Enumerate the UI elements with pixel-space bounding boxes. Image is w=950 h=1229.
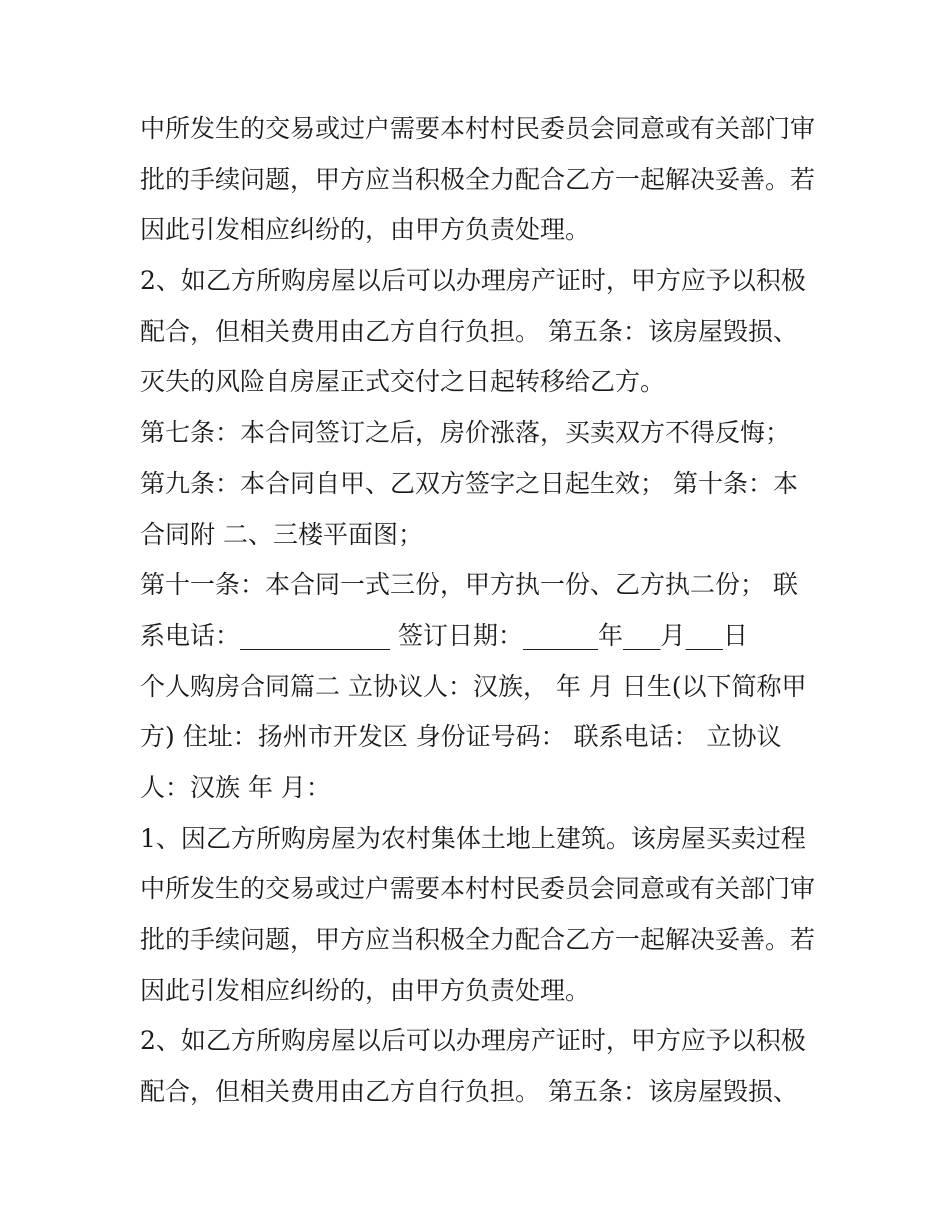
text-line: 人：汉族 年 月： — [140, 772, 331, 802]
text-line: 中所发生的交易或过户需要本村村民委员会同意或有关部门审 — [140, 114, 816, 143]
text-line: 第九条：本合同自甲、乙双方签字之日起生效； 第十条：本 — [140, 468, 798, 498]
text-line: 因此引发相应纠纷的，由甲方负责处理。 — [140, 975, 591, 1005]
text-line: 第七条：本合同签订之后，房价涨落，买卖双方不得反悔； — [140, 418, 791, 448]
text-line: 中所发生的交易或过户需要本村村民委员会同意或有关部门审 — [140, 874, 816, 904]
text-line: 系电话：____________ 签订日期：______年___月___日 — [140, 620, 748, 650]
contract-body-text — [140, 104, 820, 1118]
text-line: 配合，但相关费用由乙方自行负担。 第五条：该房屋毁损、 — [140, 1077, 798, 1107]
text-line: 因此引发相应纠纷的，由甲方负责处理。 — [140, 215, 591, 245]
text-line: 2、如乙方所购房屋以后可以办理房产证时，甲方应予以积极 — [140, 1026, 806, 1056]
text-line: 2、如乙方所购房屋以后可以办理房产证时，甲方应予以积极 — [140, 266, 806, 296]
text-line: 合同附 二、三楼平面图； — [140, 519, 423, 549]
text-line: 方) 住址：扬州市开发区 身份证号码： 联系电话： 立协议 — [140, 722, 782, 752]
text-line: 批的手续问题，甲方应当积极全力配合乙方一起解决妥善。若 — [140, 925, 816, 954]
text-line: 1、因乙方所购房屋为农村集体土地上建筑。该房屋买卖过程 — [140, 823, 806, 853]
text-line: 灭失的风险自房屋正式交付之日起转移给乙方。 — [140, 367, 666, 397]
text-line: 个人购房合同篇二 立协议人：汉族， 年 月 日生(以下简称甲 — [140, 671, 807, 701]
text-line: 第十一条：本合同一式三份，甲方执一份、乙方执二份； 联 — [140, 570, 798, 600]
text-line: 配合，但相关费用由乙方自行负担。 第五条：该房屋毁损、 — [140, 316, 798, 346]
text-line: 批的手续问题，甲方应当积极全力配合乙方一起解决妥善。若 — [140, 164, 816, 194]
